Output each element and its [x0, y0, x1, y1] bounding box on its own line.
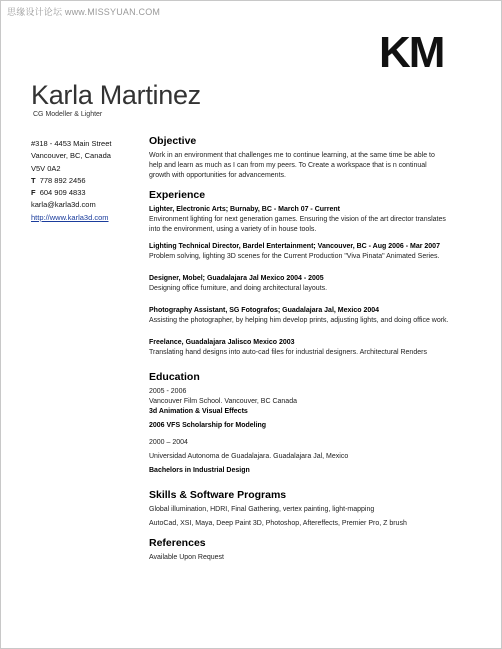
experience-desc: Environment lighting for next generation games. Ensuring the vision of the art director translates into the environment, using a variety of in house tools.	[149, 216, 446, 233]
experience-desc: Problem solving, lighting 3D scenes for the Current Production "Viva Pinata" Animated Series.	[149, 253, 440, 260]
watermark-text: 思缘设计论坛 www.MISSYUAN.COM	[7, 7, 161, 17]
experience-title: Freelance, Guadalajara Jalisco Mexico 2003	[149, 339, 295, 346]
website-link[interactable]: http://www.karla3d.com	[31, 212, 109, 222]
education-years: 2000 – 2004	[149, 439, 188, 446]
skills-line: Global illumination, HDRI, Final Gathering, vertex painting, light-mapping	[149, 506, 375, 513]
contact-street: #318 - 4453 Main Street	[31, 139, 112, 148]
education-heading: Education	[149, 371, 200, 383]
education-degree: 3d Animation & Visual Effects	[149, 408, 248, 415]
contact-phone-row	[31, 175, 143, 187]
contact-fax: 604 909 4833	[39, 188, 86, 198]
contact-email[interactable]: karla@karla3d.com	[31, 200, 96, 210]
objective-heading: Objective	[149, 135, 197, 147]
experience-heading: Experience	[149, 189, 206, 201]
education-years: 2005 - 2006	[149, 388, 187, 395]
skills-line: AutoCad, XSI, Maya, Deep Paint 3D, Photoshop, Aftereffects, Premier Pro, Z brush	[149, 520, 407, 527]
references-heading: References	[149, 537, 206, 549]
contact-phone: 778 892 2456	[39, 175, 86, 185]
contact-fax-row	[31, 187, 143, 199]
job-title: CG Modeller & Lighter	[33, 111, 103, 118]
fax-key: F	[31, 188, 36, 198]
experience-title: Lighting Technical Director, Bardel Entertainment; Vancouver, BC - Aug 2006 - Mar 2007	[149, 243, 440, 250]
experience-title: Designer, Mobel; Guadalajara Jal Mexico 2004 - 2005	[149, 275, 324, 282]
references-text: Available Upon Request	[149, 554, 224, 561]
education-school: Vancouver Film School. Vancouver, BC Canada	[149, 398, 297, 405]
contact-block	[31, 138, 143, 224]
experience-title: Lighter, Electronic Arts; Burnaby, BC - March 07 - Current	[149, 206, 340, 213]
contact-postal: V5V 0A2	[31, 163, 61, 173]
contact-city: Vancouver, BC, Canada	[31, 151, 111, 161]
objective-text: Work in an environment that challenges me to continue learning, at the same time be able to help and learn as much as I can from my peers. To Create a workspace that is n continual growth with opportunities for advancements.	[149, 152, 435, 179]
experience-desc: Assisting the photographer, by helping him develop prints, adjusting lights, and doing office work.	[149, 317, 449, 324]
monogram: KM	[379, 28, 444, 77]
experience-title: Photography Assistant, SG Fotografos; Guadalajara Jal, Mexico 2004	[149, 307, 380, 314]
education-degree: Bachelors in Industrial Design	[149, 467, 250, 474]
experience-desc: Designing office furniture, and doing architectural layouts.	[149, 285, 328, 292]
candidate-name: Karla Martinez	[31, 80, 201, 110]
education-award: 2006 VFS Scholarship for Modeling	[149, 422, 267, 429]
education-school: Universidad Autonoma de Guadalajara. Guadalajara Jal, Mexico	[149, 453, 349, 460]
main-column	[149, 134, 449, 563]
skills-heading: Skills & Software Programs	[149, 489, 287, 501]
experience-desc: Translating hand designs into auto-cad files for industrial designers. Architectural Renders	[149, 349, 427, 356]
phone-key: T	[31, 175, 36, 185]
